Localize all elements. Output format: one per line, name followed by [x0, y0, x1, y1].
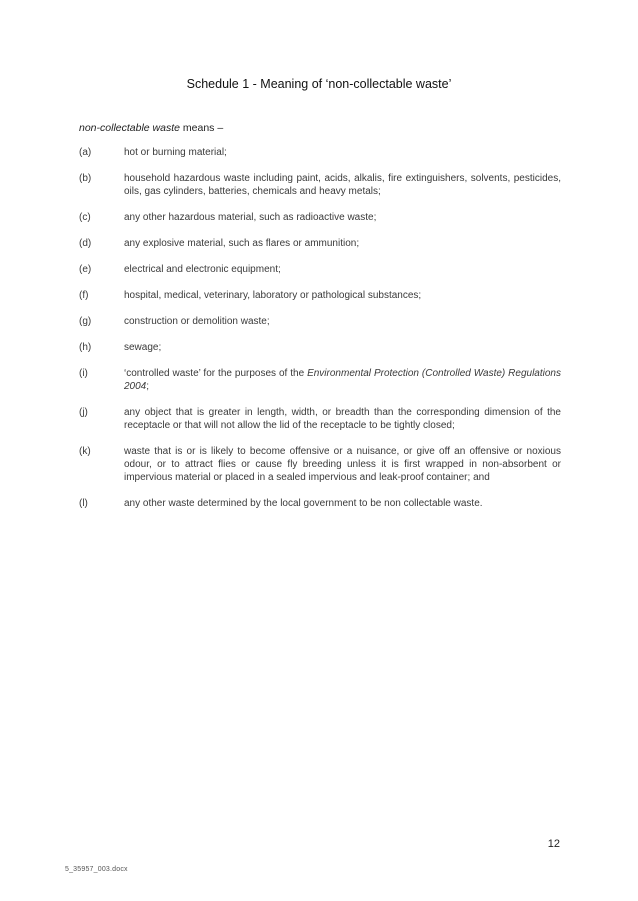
item-text: waste that is or is likely to become offensive or a nuisance, or give off an offensive or noxious odour, or to attract flies or cause fly breeding unless it is first wrapped in non-absorbent or impervious material or placed in a sealed impervious and leak-proof container; and — [124, 446, 561, 483]
item-label: (d) — [79, 238, 92, 249]
item-text-after: ; — [146, 381, 150, 392]
item-label: (e) — [79, 264, 92, 275]
list-item-g — [79, 315, 561, 328]
list-item-e — [79, 263, 561, 276]
page-number: 12 — [547, 838, 560, 850]
item-label: (f) — [79, 290, 89, 301]
item-label: (j) — [79, 407, 88, 418]
list-item-c — [79, 211, 561, 224]
item-label: (a) — [79, 147, 92, 158]
regulation-title: Environmental Protection (Controlled Waste) Regulations 2004 — [124, 368, 561, 392]
item-label: (l) — [79, 498, 88, 509]
item-text: any object that is greater in length, width, or breadth than the corresponding dimension of the receptacle or that will not allow the lid of the receptacle to be tightly closed; — [124, 407, 561, 431]
item-text-before: ‘controlled waste’ for the purposes of the — [124, 368, 308, 379]
list-item-d — [79, 237, 561, 250]
item-label: (h) — [79, 342, 92, 353]
list-item-k — [79, 445, 561, 484]
list-item-h — [79, 341, 561, 354]
item-text: sewage; — [124, 342, 162, 353]
definition-list — [79, 146, 561, 523]
item-label: (i) — [79, 368, 88, 379]
item-label: (b) — [79, 173, 92, 184]
item-text: hospital, medical, veterinary, laboratory or pathological substances; — [124, 290, 422, 301]
item-label: (k) — [79, 446, 91, 457]
list-item-i — [79, 367, 561, 393]
list-item-a — [79, 146, 561, 159]
item-text — [124, 367, 561, 393]
definition-lead-rest: means – — [179, 122, 224, 134]
item-text: any explosive material, such as flares or ammunition; — [124, 238, 360, 249]
document-reference: 5_35957_003.docx — [65, 866, 128, 873]
definition-lead — [79, 122, 223, 134]
schedule-title: Schedule 1 - Meaning of ‘non-collectable waste’ — [186, 77, 452, 91]
item-text: construction or demolition waste; — [124, 316, 270, 327]
item-label: (c) — [79, 212, 91, 223]
item-text: hot or burning material; — [124, 147, 227, 158]
list-item-j — [79, 406, 561, 432]
item-text: any other hazardous material, such as radioactive waste; — [124, 212, 377, 223]
list-item-b — [79, 172, 561, 198]
item-text: household hazardous waste including paint, acids, alkalis, fire extinguishers, solvents, pesticides, oils, gas cylinders, batteries, chemicals and heavy metals; — [124, 173, 561, 197]
item-text: electrical and electronic equipment; — [124, 264, 281, 275]
list-item-l — [79, 497, 561, 510]
item-label: (g) — [79, 316, 92, 327]
list-item-f — [79, 289, 561, 302]
item-text: any other waste determined by the local government to be non collectable waste. — [124, 498, 483, 509]
defined-term: non-collectable waste — [79, 122, 180, 134]
